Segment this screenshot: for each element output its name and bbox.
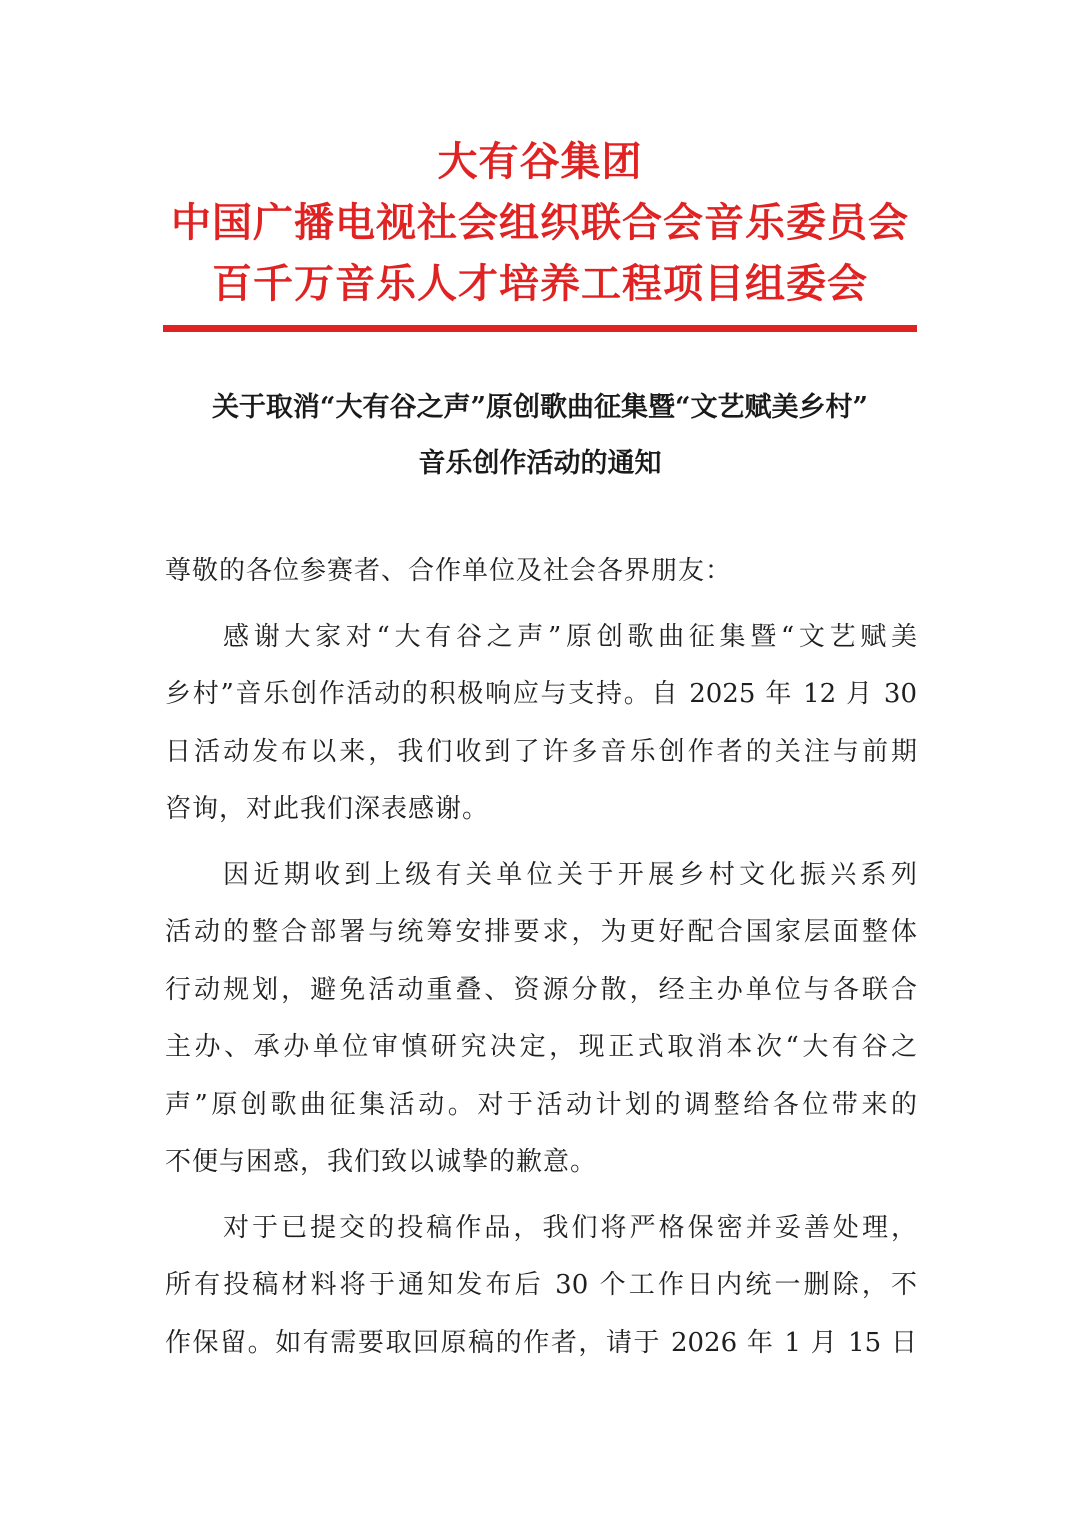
- document-title: [150, 380, 930, 492]
- paragraph-line: 对于已提交的投稿作品，我们将严格保密并妥善处理，: [223, 1212, 917, 1243]
- letterhead: [0, 132, 1080, 315]
- paragraph-line: 感谢大家对“大有谷之声”原创歌曲征集暨“文艺赋美: [223, 621, 917, 652]
- paragraph-line: 作保留。如有需要取回原稿的作者，请于 2026 年 1 月 15 日: [165, 1327, 917, 1358]
- paragraph-line: 声”原创歌曲征集活动。对于活动计划的调整给各位带来的: [165, 1089, 917, 1120]
- paragraph-line: 因近期收到上级有关单位关于开展乡村文化振兴系列: [223, 859, 917, 890]
- paragraph-line: 行动规划，避免活动重叠、资源分散，经主办单位与各联合: [165, 974, 917, 1005]
- paragraph-cancellation-reason: [165, 847, 917, 1192]
- document-body: [165, 543, 917, 1380]
- org-name-dayougu-group: 大有谷集团: [437, 139, 643, 185]
- paragraph-line: 日活动发布以来，我们收到了许多音乐创作者的关注与前期: [165, 736, 917, 767]
- paragraph-line: 不便与困惑，我们致以诚挚的歉意。: [165, 1147, 598, 1177]
- paragraph-submissions-handling: [165, 1200, 917, 1373]
- paragraph-line: 咨询，对此我们深表感谢。: [165, 794, 490, 824]
- greeting: 尊敬的各位参赛者、合作单位及社会各界朋友：: [165, 556, 733, 586]
- document-title-line-1: 关于取消“大有谷之声”原创歌曲征集暨“文艺赋美乡村”: [211, 392, 869, 423]
- paragraph-thanks: [165, 609, 917, 839]
- paragraph-line: 活动的整合部署与统筹安排要求，为更好配合国家层面整体: [165, 917, 917, 947]
- org-name-music-committee: 中国广播电视社会组织联合会音乐委员会: [171, 200, 909, 246]
- org-name-talent-project-committee: 百千万音乐人才培养工程项目组委会: [212, 261, 868, 307]
- paragraph-line: 乡村”音乐创作活动的积极响应与支持。自 2025 年 12 月 30: [165, 679, 917, 709]
- letterhead-red-rule: [163, 325, 917, 332]
- paragraph-line: 主办、承办单位审慎研究决定，现正式取消本次“大有谷之: [165, 1032, 917, 1062]
- paragraph-line: 所有投稿材料将于通知发布后 30 个工作日内统一删除，不: [165, 1270, 917, 1300]
- document-title-line-2: 音乐创作活动的通知: [418, 448, 662, 479]
